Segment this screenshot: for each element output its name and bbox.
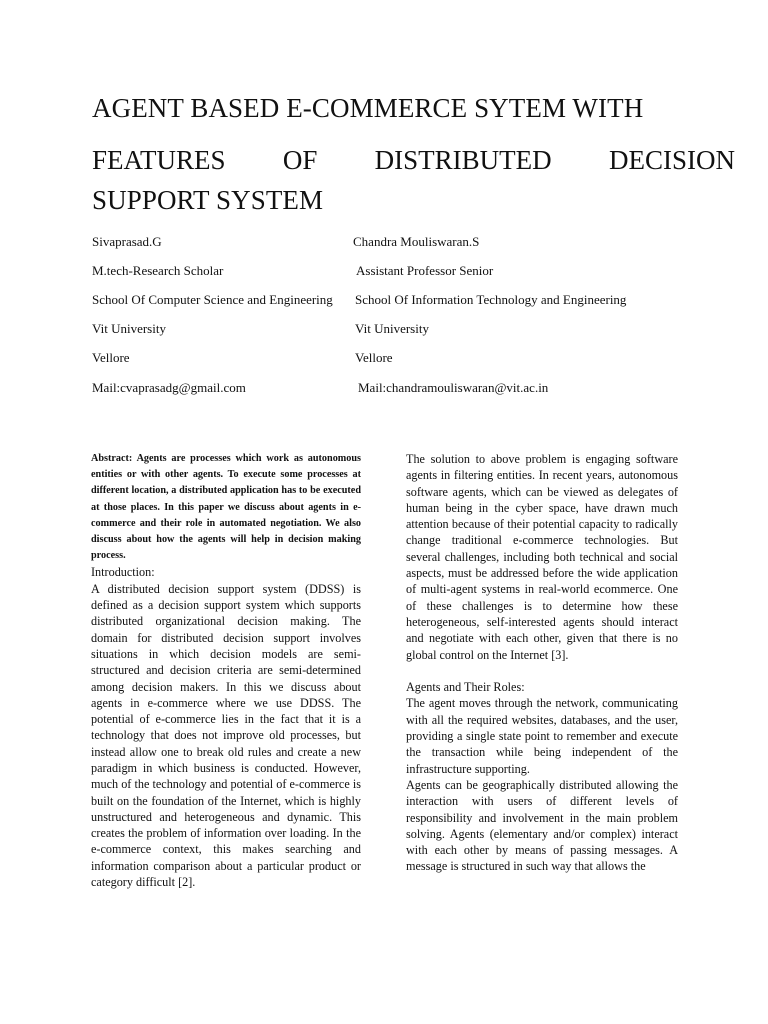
author-left-position: M.tech-Research Scholar bbox=[92, 263, 224, 278]
title-word: DECISION bbox=[608, 145, 735, 175]
title-word: DISTRIBUTED bbox=[374, 145, 552, 175]
title-word: OF bbox=[282, 145, 318, 175]
title-word: FEATURES bbox=[92, 145, 226, 175]
abstract-paragraph: Abstract: Agents are processes which work as autonomous entities or with other agents. To execute some processes at different location, a distributed application has to be executed at those places. In this paper we discuss about agents in e-commerce and their role in automated negotiation. We also discuss about how the agents will help in decision making process. bbox=[91, 453, 361, 562]
introduction-heading: Introduction: bbox=[91, 565, 155, 580]
author-left-name: Sivaprasad.G bbox=[92, 234, 162, 249]
paper-title-line-2 bbox=[92, 144, 735, 176]
author-left-school: School Of Computer Science and Engineering bbox=[92, 292, 333, 307]
left-column bbox=[91, 451, 361, 890]
author-right-position: Assistant Professor Senior bbox=[356, 263, 494, 278]
roles-heading: Agents and Their Roles: bbox=[406, 680, 525, 695]
introduction-paragraph: A distributed decision support system (DDSS) is defined as a decision support system which supports distributed organizational decision making. The domain for distributed decision support involves situations in which decision models are semi-structured and decision criteria are semi-determined among decision makers. In this we discuss about agents in e-commerce where we use DDSS. The potential of e-commerce lies in the fact that it is a technology that does not improve old processes, but instead allow one to break old rules and create a new paradigm in which business is conducted. However, much of the technology and potential of e-commerce is built on the foundation of the Internet, which is highly unstructured and heterogeneous and dynamic. This creates the problem of information over loading. In the e-commerce context, this makes searching and information comparison about a particular product or category difficult [2]. bbox=[91, 581, 361, 890]
author-right-name: Chandra Mouliswaran.S bbox=[353, 234, 480, 249]
author-right-email: Mail:chandramouliswaran@vit.ac.in bbox=[358, 380, 549, 395]
author-right-city: Vellore bbox=[355, 350, 393, 365]
solution-paragraph: The solution to above problem is engaging software agents in filtering entities. In recent years, autonomous software agents, which can be viewed as delegates of human being in the cyber space, have drawn much attention because of their potential capacity to radically change traditional e-commerce technologies. But several challenges, including both technical and social aspects, must be addressed before the wide application of multi-agent systems in real-world ecommerce. One of these challenges is to determine how these heterogeneous, self-interested agents should interact and negotiate with each other, given that there is no global control on the Internet [3]. bbox=[406, 452, 678, 662]
author-left-university: Vit University bbox=[92, 321, 166, 336]
author-left-email: Mail:cvaprasadg@gmail.com bbox=[92, 380, 246, 395]
paper-title-line-3: SUPPORT SYSTEM bbox=[92, 185, 324, 215]
paper-title-line-1: AGENT BASED E-COMMERCE SYTEM WITH bbox=[92, 93, 644, 123]
author-right-university: Vit University bbox=[355, 321, 429, 336]
right-column bbox=[406, 451, 678, 875]
author-right-school: School Of Information Technology and Engineering bbox=[355, 292, 627, 307]
roles-paragraph-1: The agent moves through the network, communicating with all the required websites, databases, and the user, providing a single state point to remember and execute the transaction while being independent of the infrastructure supporting. bbox=[406, 696, 678, 776]
author-left-city: Vellore bbox=[92, 350, 130, 365]
roles-paragraph-2: Agents can be geographically distributed allowing the interaction with users of different levels of responsibility and involvement in the main problem solving. Agents (elementary and/or complex) interact with each other by means of passing messages. A message is structured in such way that allows the bbox=[406, 777, 678, 874]
